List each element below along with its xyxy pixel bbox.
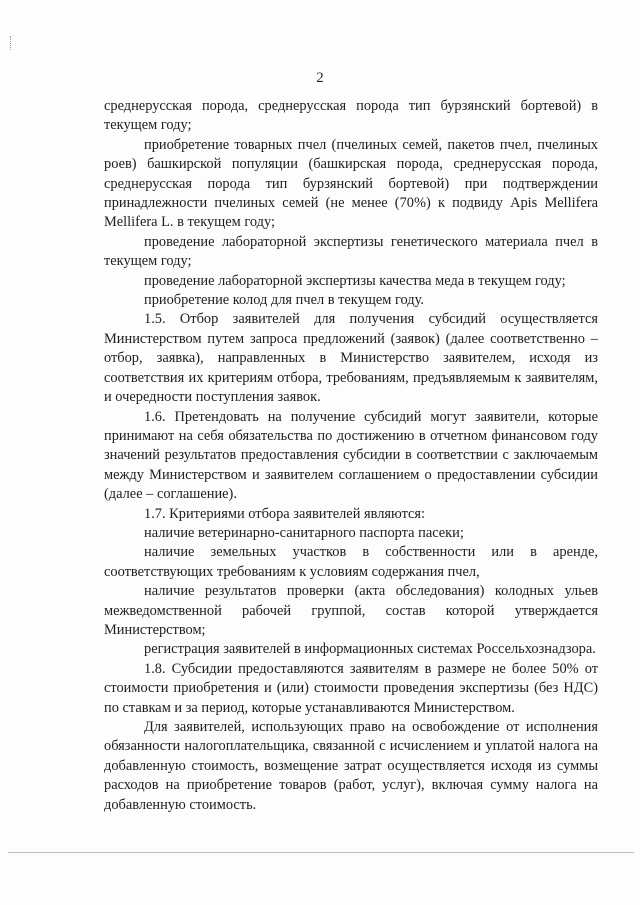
paragraph-section-1-7: 1.7. Критериями отбора заявителей являются:: [144, 505, 426, 522]
paragraph-purchase-bees: приобретение товарных пчел (пчелиных семей, пакетов пчел, пчелиных роев) башкирской популяции (башкирская порода, среднерусская порода, среднерусская порода тип бурзянский бортевой) при подтверждении принадлежности пчелиных семей (не менее (70%) к подвиду Apis Mellifera Mellifera L. в текущем году;: [104, 136, 598, 231]
paragraph-honey-expertise: проведение лабораторной экспертизы качества меда в текущем году;: [144, 272, 566, 289]
paragraph-purchase-logs: приобретение колод для пчел в текущем году.: [144, 292, 424, 309]
paragraph-section-1-6: 1.6. Претендовать на получение субсидий могут заявители, которые принимают на себя обязательства по достижению в отчетном финансовом году значений результатов предоставления субсидии в соответствии с заключаемым между Министерством и заявителем соглашением о предоставлении субсидии (далее – соглашение).: [104, 408, 598, 503]
paragraph-criteria-registration: регистрация заявителей в информационных системах Россельхознадзора.: [144, 641, 596, 658]
paragraph-vat-exemption: Для заявителей, использующих право на освобождение от исполнения обязанности налогоплательщика, связанной с исчислением и уплатой налога на добавленную стоимость, возмещение затрат осуществляется исходя из суммы расходов на приобретение товаров (работ, услуг), включая сумму налога на добавленную стоимость.: [104, 719, 598, 813]
scan-artifact-mark: [10, 36, 14, 50]
paragraph-genetic-expertise: проведение лабораторной экспертизы генетического материала пчел в текущем году;: [104, 233, 598, 270]
paragraph-criteria-vet-passport: наличие ветеринарно-санитарного паспорта пасеки;: [144, 524, 464, 541]
paragraph-breed-continuation: среднерусская порода, среднерусская порода тип бурзянский бортевой) в текущем году;: [104, 98, 598, 134]
paragraph-section-1-8: 1.8. Субсидии предоставляются заявителям в размере не более 50% от стоимости приобретения и (или) стоимости проведения экспертизы (без НДС) по ставкам и за период, которые устанавливаются Министерством.: [104, 660, 598, 716]
document-text-body: [104, 97, 598, 815]
paragraph-criteria-land: наличие земельных участков в собственности или в аренде, соответствующих требованиям к условиям содержания пчел,: [104, 544, 598, 580]
paragraph-criteria-inspection: наличие результатов проверки (акта обследования) колодных ульев межведомственной рабочей группой, состав которой утверждается Министерством;: [104, 583, 598, 638]
footer-divider: [8, 852, 634, 853]
page-number: 2: [316, 70, 324, 86]
paragraph-section-1-5: 1.5. Отбор заявителей для получения субсидий осуществляется Министерством путем запроса предложений (заявок) (далее соответственно – отбор, заявка), направленных в Министерство заявителем, исходя из соответствия их критериям отбора, требованиям, предъявляемым к заявителям, и очередности поступления заявок.: [104, 311, 598, 406]
